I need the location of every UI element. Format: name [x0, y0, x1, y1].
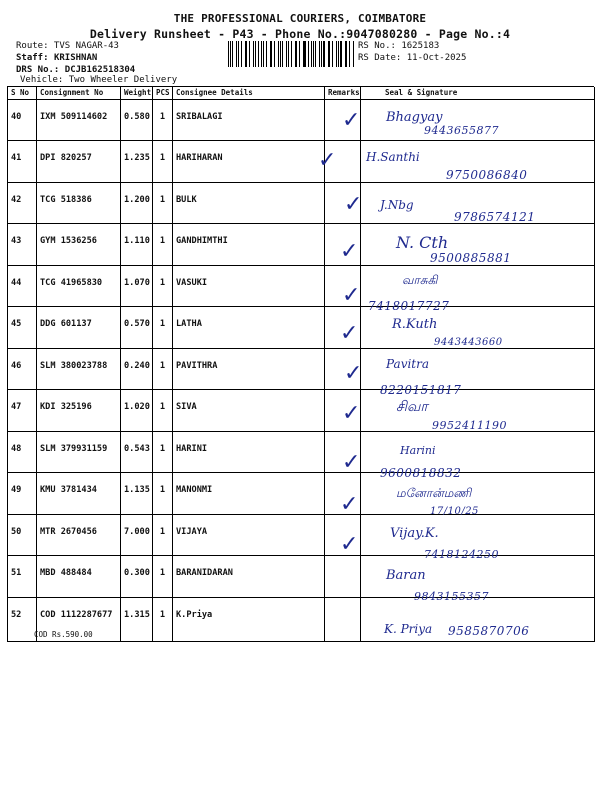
cell-consignee: HARINI — [173, 431, 325, 473]
signature-name: மனோன்மணி — [396, 485, 472, 500]
cell-weight: 1.200 — [121, 182, 153, 224]
table-row — [8, 99, 595, 141]
col-remarks: Remarks — [325, 87, 361, 99]
barcode-bar — [266, 41, 267, 67]
signature-name: N. Cth — [396, 232, 449, 252]
cell-pcs: 1 — [153, 556, 173, 598]
barcode-bar — [332, 41, 333, 67]
cell-consignment: KDI 325196 — [37, 390, 121, 432]
cell-pcs: 1 — [153, 390, 173, 432]
cell-consignee: GANDHIMTHI — [173, 224, 325, 266]
table-row — [8, 265, 595, 307]
cell-weight: 0.240 — [121, 348, 153, 390]
cell-weight: 1.110 — [121, 224, 153, 266]
delivered-tick-icon: ✓ — [340, 491, 359, 517]
cell-sno: 41 — [8, 141, 37, 183]
drs-line — [16, 65, 135, 75]
barcode-bar — [304, 41, 305, 67]
delivered-tick-icon: ✓ — [342, 108, 361, 133]
staff-line — [16, 53, 97, 63]
cell-weight: 0.300 — [121, 556, 153, 598]
cell-sno: 50 — [8, 514, 37, 556]
signature-phone: 8220151817 — [380, 383, 462, 398]
signature-name: Harini — [400, 443, 436, 457]
barcode-bar — [291, 41, 292, 67]
cell-consignee: LATHA — [173, 307, 325, 349]
staff-label: Staff: — [16, 53, 49, 63]
cell-consignment: COD 1112287677 — [37, 597, 121, 641]
drs-value: DCJB162518304 — [64, 65, 136, 75]
col-signature: Seal & Signature — [361, 87, 595, 99]
col-consignee: Consignee Details — [173, 87, 325, 99]
cell-consignee: VASUKI — [173, 265, 325, 307]
delivered-tick-icon: ✓ — [342, 282, 361, 308]
signature-phone: 9500885881 — [430, 250, 512, 265]
table-row — [8, 473, 595, 515]
delivered-tick-icon: ✓ — [344, 192, 363, 218]
table-row — [8, 307, 595, 349]
signature-phone: 9600818832 — [380, 465, 462, 480]
cell-weight: 7.000 — [121, 514, 153, 556]
cell-consignee: K.Priya — [173, 597, 325, 641]
cell-consignment: IXM 509114602 — [37, 99, 121, 141]
barcode-bar — [323, 41, 324, 67]
cell-sno: 52 — [8, 597, 37, 641]
table-row — [8, 348, 595, 390]
cell-consignment: TCG 41965830 — [37, 265, 121, 307]
signature-phone: 9443655877 — [424, 124, 499, 137]
signature-name: J.Nbg — [380, 198, 414, 213]
cell-consignee: VIJAYA — [173, 514, 325, 556]
signature-name: R.Kuth — [392, 317, 438, 332]
cell-remarks — [325, 556, 361, 598]
cell-sno: 46 — [8, 348, 37, 390]
cell-pcs: 1 — [153, 473, 173, 515]
delivered-tick-icon: ✓ — [340, 238, 359, 264]
barcode-bar — [249, 41, 250, 67]
signature-name: H.Santhi — [366, 150, 420, 165]
table-row — [8, 556, 595, 598]
cell-sno: 40 — [8, 99, 37, 141]
delivered-tick-icon: ✓ — [340, 321, 359, 346]
cell-pcs: 1 — [153, 514, 173, 556]
signature-name: Bhagyay — [386, 110, 443, 125]
cell-sno: 51 — [8, 556, 37, 598]
signature-phone: 17/10/25 — [430, 505, 479, 517]
cell-pcs: 1 — [153, 265, 173, 307]
table-row — [8, 431, 595, 473]
signature-phone: 9952411190 — [432, 419, 507, 433]
signature-name: K. Priya — [384, 622, 433, 637]
barcode-bar — [340, 41, 341, 67]
col-sno: S No — [8, 87, 37, 99]
cell-consignee: PAVITHRA — [173, 348, 325, 390]
col-pcs: PCS — [153, 87, 173, 99]
cell-consignee: SIVA — [173, 390, 325, 432]
cell-consignee: MANONMI — [173, 473, 325, 515]
cell-weight: 1.020 — [121, 390, 153, 432]
cell-consignment: MTR 2670456 — [37, 514, 121, 556]
cell-consignee: BULK — [173, 182, 325, 224]
signature-name: Baran — [386, 568, 426, 584]
cell-consignment: SLM 379931159 — [37, 431, 121, 473]
barcode-bar — [274, 41, 275, 67]
cell-consignment: GYM 1536256 — [37, 224, 121, 266]
barcode-bar — [336, 41, 337, 67]
cell-consignment: KMU 3781434 — [37, 473, 121, 515]
barcode-bar — [299, 41, 300, 67]
barcode-bar — [236, 41, 237, 67]
delivered-tick-icon: ✓ — [340, 532, 359, 557]
cell-consignment: DPI 820257 — [37, 141, 121, 183]
delivered-tick-icon: ✓ — [344, 361, 363, 387]
cell-sno: 43 — [8, 224, 37, 266]
route-label: Route: TVS NAGAR-43 — [16, 41, 119, 51]
col-weight: Weight — [121, 87, 153, 99]
cell-pcs: 1 — [153, 99, 173, 141]
signature-name: Vijay.K. — [390, 526, 439, 541]
delivered-tick-icon: ✓ — [318, 148, 337, 174]
barcode-bar — [319, 41, 320, 67]
delivered-tick-icon: ✓ — [342, 449, 361, 475]
cell-pcs: 1 — [153, 141, 173, 183]
cell-weight: 0.580 — [121, 99, 153, 141]
signature-phone: 7418124250 — [424, 548, 499, 561]
signature-name: Pavitra — [386, 357, 430, 372]
cell-pcs: 1 — [153, 182, 173, 224]
cell-consignee: HARIHARAN — [173, 141, 325, 183]
barcode-bar — [278, 41, 279, 67]
cell-pcs: 1 — [153, 597, 173, 641]
rs-date: RS Date: 11-Oct-2025 — [358, 53, 467, 63]
cell-weight: 1.235 — [121, 141, 153, 183]
barcode-bar — [261, 41, 262, 67]
delivered-tick-icon: ✓ — [342, 401, 361, 427]
table-header-row — [8, 87, 595, 99]
cell-sno: 47 — [8, 390, 37, 432]
cell-consignment: SLM 380023788 — [37, 348, 121, 390]
signature-phone: 9843155357 — [414, 590, 489, 604]
signature-name: சிவா — [396, 399, 428, 416]
signature-phone: 7418017727 — [368, 298, 450, 313]
barcode-bar — [286, 41, 287, 67]
cell-consignment: TCG 518386 — [37, 182, 121, 224]
cod-amount: COD Rs.590.00 — [34, 630, 93, 639]
cell-pcs: 1 — [153, 431, 173, 473]
cell-weight: 1.070 — [121, 265, 153, 307]
runsheet-subtitle: Delivery Runsheet - P43 - Phone No.:9047080280 - Page No.:4 — [89, 27, 511, 41]
cell-weight: 0.570 — [121, 307, 153, 349]
col-consignment: Consignment No — [37, 87, 121, 99]
company-title: THE PROFESSIONAL COURIERS, COIMBATORE — [173, 12, 427, 25]
cell-remarks — [325, 597, 361, 641]
cell-consignee: SRIBALAGI — [173, 99, 325, 141]
cell-sno: 45 — [8, 307, 37, 349]
cell-pcs: 1 — [153, 348, 173, 390]
barcode-bar — [241, 41, 242, 67]
cell-pcs: 1 — [153, 224, 173, 266]
cell-consignee: BARANIDARAN — [173, 556, 325, 598]
rs-number: RS No.: 1625183 — [358, 41, 440, 51]
vehicle-label: Vehicle: Two Wheeler Delivery — [20, 75, 178, 85]
signature-name: வாசுகி — [402, 272, 438, 287]
cell-sno: 49 — [8, 473, 37, 515]
cell-sno: 42 — [8, 182, 37, 224]
cell-weight: 0.543 — [121, 431, 153, 473]
barcode-bar — [253, 41, 254, 67]
signature-phone: 9585870706 — [448, 624, 530, 639]
barcode-bar — [311, 41, 312, 67]
cell-sno: 44 — [8, 265, 37, 307]
table-row — [8, 514, 595, 556]
cell-pcs: 1 — [153, 307, 173, 349]
signature-phone: 9786574121 — [454, 210, 536, 225]
cell-consignment: DDG 601137 — [37, 307, 121, 349]
signature-phone: 9750086840 — [446, 168, 528, 183]
barcode-bar — [349, 41, 350, 67]
staff-value: KRISHNAN — [53, 53, 98, 63]
cell-weight: 1.315 — [121, 597, 153, 641]
cell-sno: 48 — [8, 431, 37, 473]
barcode — [228, 41, 354, 67]
cell-weight: 1.135 — [121, 473, 153, 515]
signature-phone: 9443443660 — [434, 337, 503, 348]
cell-consignment: MBD 488484 — [37, 556, 121, 598]
drs-label: DRS No.: — [16, 65, 60, 75]
barcode-bar — [228, 41, 229, 67]
